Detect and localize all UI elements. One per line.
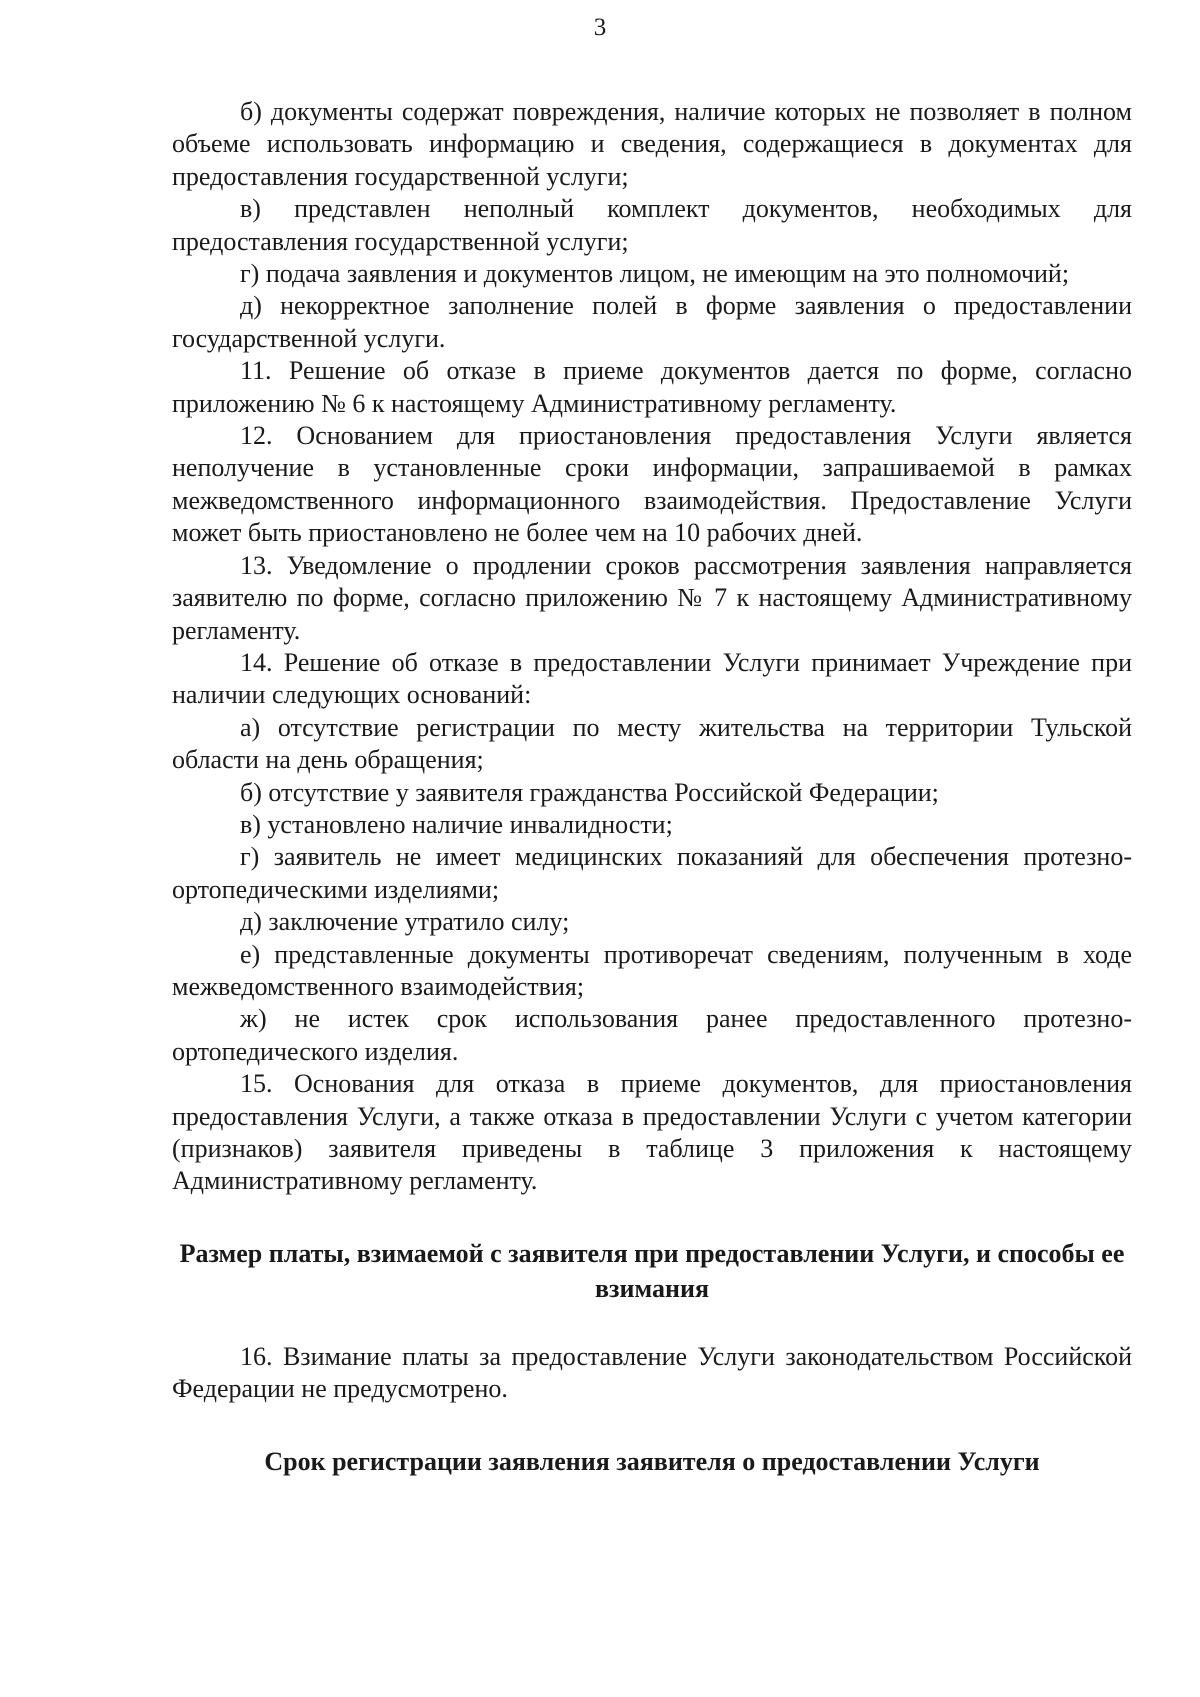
paragraph-13: 13. Уведомление о продлении сроков рассмотрения заявления направляется заявителю по форме, согласно приложению № 7 к настоящему Административному регламенту. <box>172 550 1132 645</box>
section-heading-registration: Срок регистрации заявления заявителя о предоставлении Услуги <box>264 1446 1040 1476</box>
ground-v-disability: в) установлено наличие инвалидности; <box>240 809 673 839</box>
paragraph-14: 14. Решение об отказе в предоставлении Услуги принимает Учреждение при наличии следующих оснований: <box>172 647 1132 710</box>
ground-e-contradicting-documents: е) представленные документы противоречат сведениям, полученным в ходе межведомственного взаимодействия; <box>172 939 1132 1001</box>
ground-b-no-citizenship: б) отсутствие у заявителя гражданства Российской Федерации; <box>240 777 939 807</box>
section-heading-fee: Размер платы, взимаемой с заявителя при предоставлении Услуги, и способы ее взимания <box>179 1238 1125 1303</box>
document-body <box>172 96 1132 1479</box>
paragraph-11: 11. Решение об отказе в приеме документов дается по форме, согласно приложению № 6 к настоящему Административному регламенту. <box>172 356 1132 418</box>
page-number: 3 <box>593 14 607 41</box>
ground-g-no-indications: г) заявитель не имеет медицинских показанияй для обеспечения протезно-ортопедическими изделиями; <box>172 842 1132 904</box>
clause-g-unauthorized-person: г) подача заявления и документов лицом, не имеющим на это полномочий; <box>240 259 1070 289</box>
clause-d-incorrect-form: д) некорректное заполнение полей в форме заявления о предоставлении государственной услуги. <box>172 291 1132 353</box>
ground-zh-usage-period: ж) не истек срок использования ранее предоставленного протезно-ортопедического изделия. <box>172 1004 1132 1066</box>
paragraph-12: 12. Основанием для приостановления предоставления Услуги является неполучение в установленные сроки информации, запрашиваемой в рамках межведомственного информационного взаимодействия. Предоставление Услуги может быть приостановлено не более чем на 10 рабочих дней. <box>172 421 1132 548</box>
ground-a-no-registration: а) отсутствие регистрации по месту жительства на территории Тульской области на день обращения; <box>172 712 1132 775</box>
paragraph-15: 15. Основания для отказа в приеме документов, для приостановления предоставления Услуги, а также отказа в предоставлении Услуги с учетом категории (признаков) заявителя приведены в таблице 3 приложения к настоящему Административному регламенту. <box>172 1069 1132 1196</box>
ground-d-expired-conclusion: д) заключение утратило силу; <box>240 907 570 937</box>
clause-v-incomplete-set: в) представлен неполный комплект документов, необходимых для предоставления государственной услуги; <box>172 194 1132 256</box>
paragraph-16: 16. Взимание платы за предоставление Услуги законодательством Российской Федерации не предусмотрено. <box>172 1341 1132 1404</box>
clause-b-damaged-documents: б) документы содержат повреждения, наличие которых не позволяет в полном объеме использовать информацию и сведения, содержащиеся в документах для предоставления государственной услуги; <box>172 97 1132 191</box>
